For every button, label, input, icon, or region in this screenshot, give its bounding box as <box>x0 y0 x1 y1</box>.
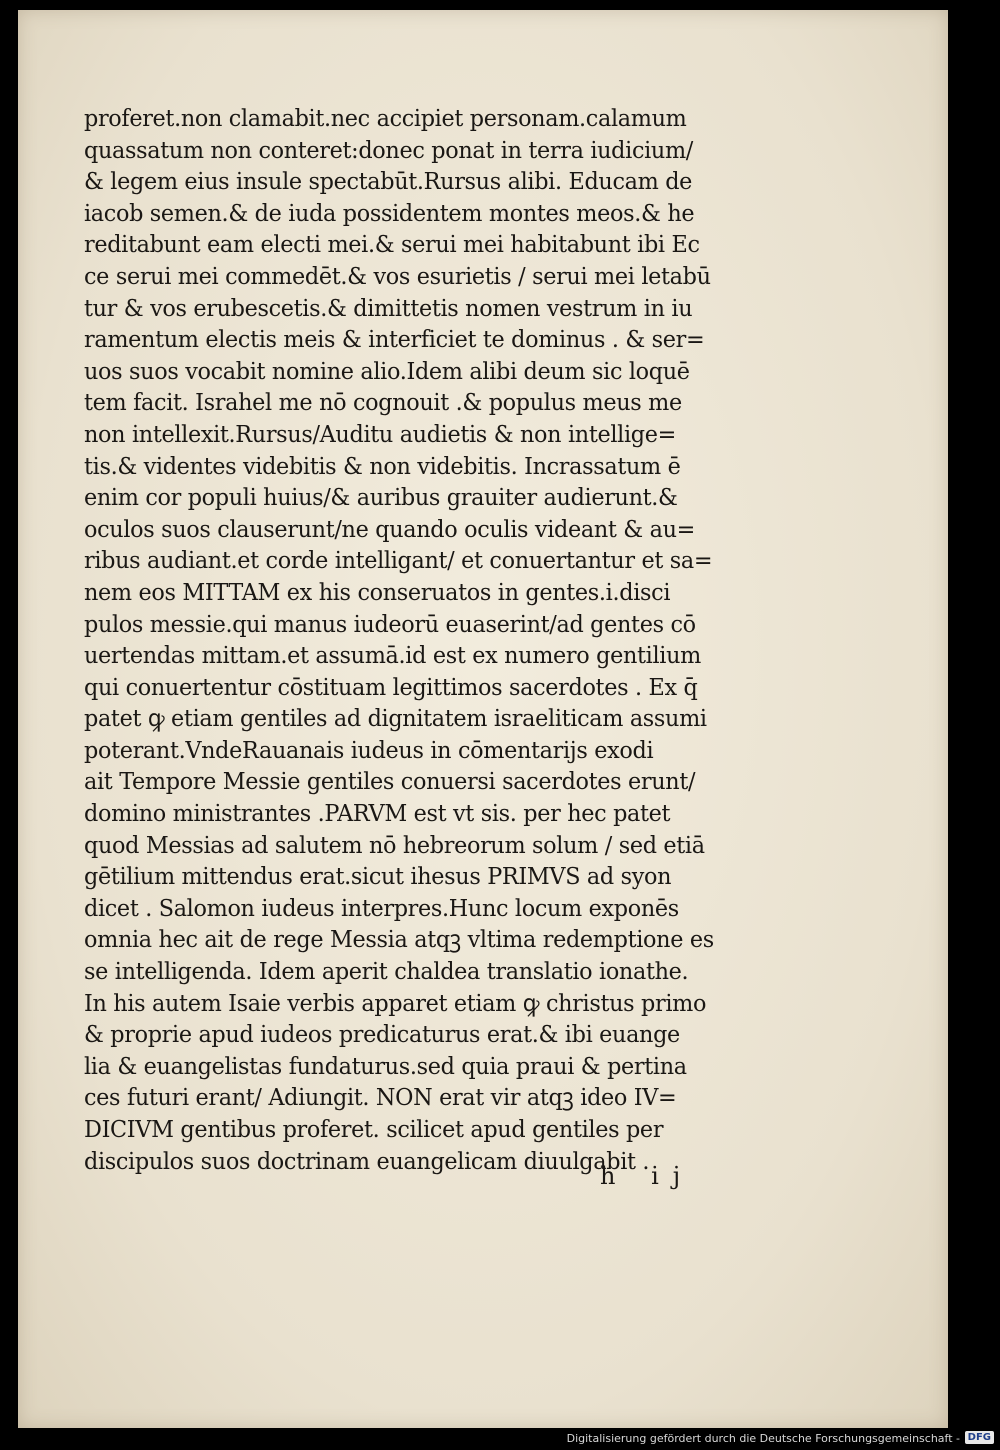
text-line: dicet . Salomon iudeus interpres.Hunc locum exponēs <box>84 893 679 922</box>
text-line: ramentum electis meis & interficiet te dominus . & ser= <box>84 325 705 354</box>
dfg-logo-icon: DFG <box>965 1431 994 1444</box>
text-line: lia & euangelistas fundaturus.sed quia praui & pertina <box>84 1051 687 1080</box>
text-line: patet ꝙ etiam gentiles ad dignitatem israeliticam assumi <box>84 704 707 733</box>
text-line: iacob semen.& de iuda possidentem montes meos.& he <box>84 198 695 227</box>
text-line: uertendas mittam.et assumā.id est ex numero gentilium <box>84 641 701 670</box>
page-text <box>84 103 752 1177</box>
text-line: oculos suos clauserunt/ne quando oculis videant & au= <box>84 514 695 543</box>
text-line: uos suos vocabit nomine alio.Idem alibi deum sic loquē <box>84 356 690 385</box>
text-line: ribus audiant.et corde intelligant/ et conuertantur et sa= <box>84 546 713 575</box>
footer-bar <box>0 1428 1000 1450</box>
text-line: quassatum non conteret:donec ponat in terra iudicium/ <box>84 135 693 164</box>
text-line: ce serui mei commedēt.& vos esurietis / serui mei letabū <box>84 261 711 290</box>
text-line: se intelligenda. Idem aperit chaldea translatio ionathe. <box>84 957 689 986</box>
text-line: & legem eius insule spectabūt.Rursus alibi. Educam de <box>84 167 693 196</box>
text-line: In his autem Isaie verbis apparet etiam ꝙ christus primo <box>84 988 707 1017</box>
signature-mark: h ij <box>600 1162 695 1190</box>
text-line: omnia hec ait de rege Messia atqꝫ vltima redemptione es <box>84 925 714 954</box>
text-line: nem eos MITTAM ex his conseruatos in gentes.i.disci <box>84 577 671 606</box>
funding-credit: Digitalisierung gefördert durch die Deutsche Forschungsgemeinschaft - <box>566 1432 960 1445</box>
text-line: reditabunt eam electi mei.& serui mei habitabunt ibi Ec <box>84 230 700 259</box>
text-line: non intellexit.Rursus/Auditu audietis & non intellige= <box>84 419 676 448</box>
text-line: ces futuri erant/ Adiungit. NON erat vir atqꝫ ideo IV= <box>84 1083 677 1112</box>
text-line: poterant.VndeRauanais iudeus in cōmentarijs exodi <box>84 735 654 764</box>
text-line: qui conuertentur cōstituam legittimos sacerdotes . Ex q̄ <box>84 672 698 701</box>
text-line: proferet.non clamabit.nec accipiet personam.calamum <box>84 104 687 132</box>
text-line: discipulos suos doctrinam euangelicam diuulgabit . <box>84 1146 650 1175</box>
text-line: domino ministrantes .PARVM est vt sis. per hec patet <box>84 799 671 828</box>
text-line: tem facit. Israhel me nō cognouit .& populus meus me <box>84 388 682 417</box>
text-line: enim cor populi huius/& auribus grauiter audierunt.& <box>84 483 678 512</box>
text-line: gētilium mittendus erat.sicut ihesus PRIMVS ad syon <box>84 862 672 891</box>
text-line: ait Tempore Messie gentiles conuersi sacerdotes erunt/ <box>84 767 696 796</box>
text-line: tis.& videntes videbitis & non videbitis. Incrassatum ē <box>84 451 681 480</box>
book-page <box>18 10 948 1428</box>
text-line: DICIVM gentibus proferet. scilicet apud gentiles per <box>84 1115 664 1143</box>
text-line: & proprie apud iudeos predicaturus erat.& ibi euange <box>84 1020 680 1049</box>
text-line: pulos messie.qui manus iudeorū euaserint/ad gentes cō <box>84 609 696 638</box>
text-line: quod Messias ad salutem nō hebreorum solum / sed etiā <box>84 830 705 859</box>
text-line: tur & vos erubescetis.& dimittetis nomen vestrum in iu <box>84 293 693 322</box>
